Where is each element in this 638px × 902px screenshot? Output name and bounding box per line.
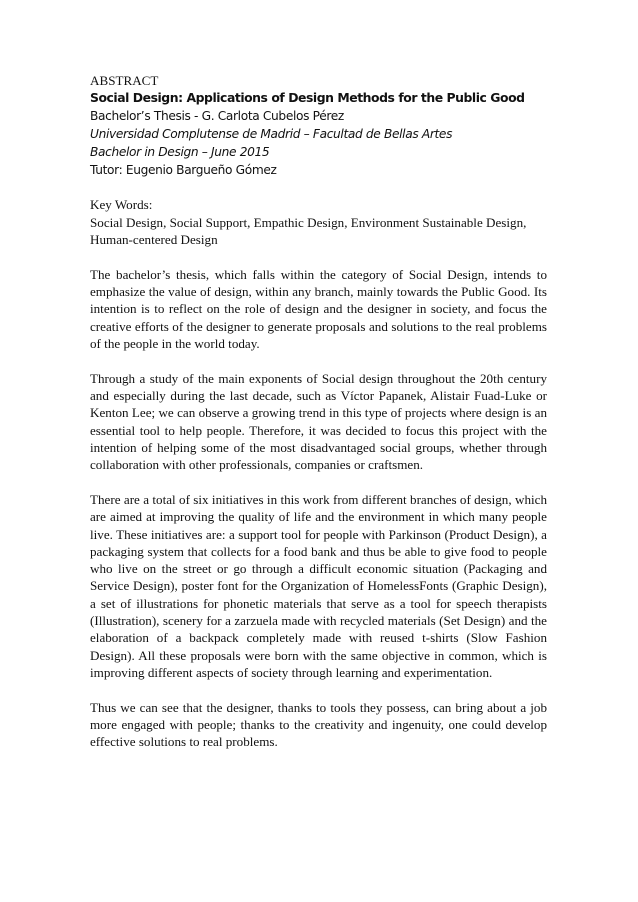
thesis-title: Social Design: Applications of Design Methods for the Public Good xyxy=(90,90,525,106)
tutor-line: Tutor: Eugenio Bargueño Gómez xyxy=(90,163,277,178)
keywords-text: Social Design, Social Support, Empathic Design, Environment Sustainable Design, Human-centered Design xyxy=(90,214,527,247)
paragraph-2: Through a study of the main exponents of Social design throughout the 20th century and especially during the last decade, such as Víctor Papanek, Alistair Fuad-Luke or Kenton Lee; we can observe a growing trend in this type of projects where design is an essential tool to help people. Therefore, it was decided to focus this project with the intention of helping some of the most disadvantaged social groups, whether through collaboration with other professionals, companies or craftsmen. xyxy=(90,370,547,473)
institution-line: Universidad Complutense de Madrid – Facultad de Bellas Artes xyxy=(90,127,453,142)
keywords-label: Key Words: xyxy=(90,197,153,213)
abstract-header xyxy=(90,72,547,179)
paragraph-4: Thus we can see that the designer, thanks to tools they possess, can bring about a job more engaged with people; thanks to the creativity and ingenuity, one could develop effective solutions to real problems. xyxy=(90,699,547,750)
degree-date-line: Bachelor in Design – June 2015 xyxy=(90,145,270,160)
document-page xyxy=(90,72,547,751)
keywords-section xyxy=(90,196,547,248)
paragraph-3: There are a total of six initiatives in this work from different branches of design, which are aimed at improving the quality of life and the environment in which many people live. These initiatives are: a support tool for people with Parkinson (Product Design), a packaging system that collects for a food bank and thus be able to give food to people who live on the street or go through a difficult economic situation (Packaging and Service Design), poster font for the Organization of HomelessFonts (Graphic Design), a set of illustrations for phonetic materials that serve as a tool for speech therapists (Illustration), scenery for a zarzuela made with recycled materials (Set Design) and the elaboration of a backpack completely made with reused t-shirts (Slow Fashion Design). All these proposals were born with the same objective in common, which is improving different aspects of society through learning and experimentation. xyxy=(90,491,547,680)
abstract-label: ABSTRACT xyxy=(90,73,159,88)
author-line: Bachelor’s Thesis - G. Carlota Cubelos Pérez xyxy=(90,109,344,124)
abstract-body xyxy=(90,266,547,751)
paragraph-1: The bachelor’s thesis, which falls within the category of Social Design, intends to emphasize the value of design, within any branch, mainly towards the Public Good. Its intention is to reflect on the role of design and the designer in society, and focus the creative efforts of the designer to generate proposals and solutions to the real problems of the people in the world today. xyxy=(90,266,547,351)
